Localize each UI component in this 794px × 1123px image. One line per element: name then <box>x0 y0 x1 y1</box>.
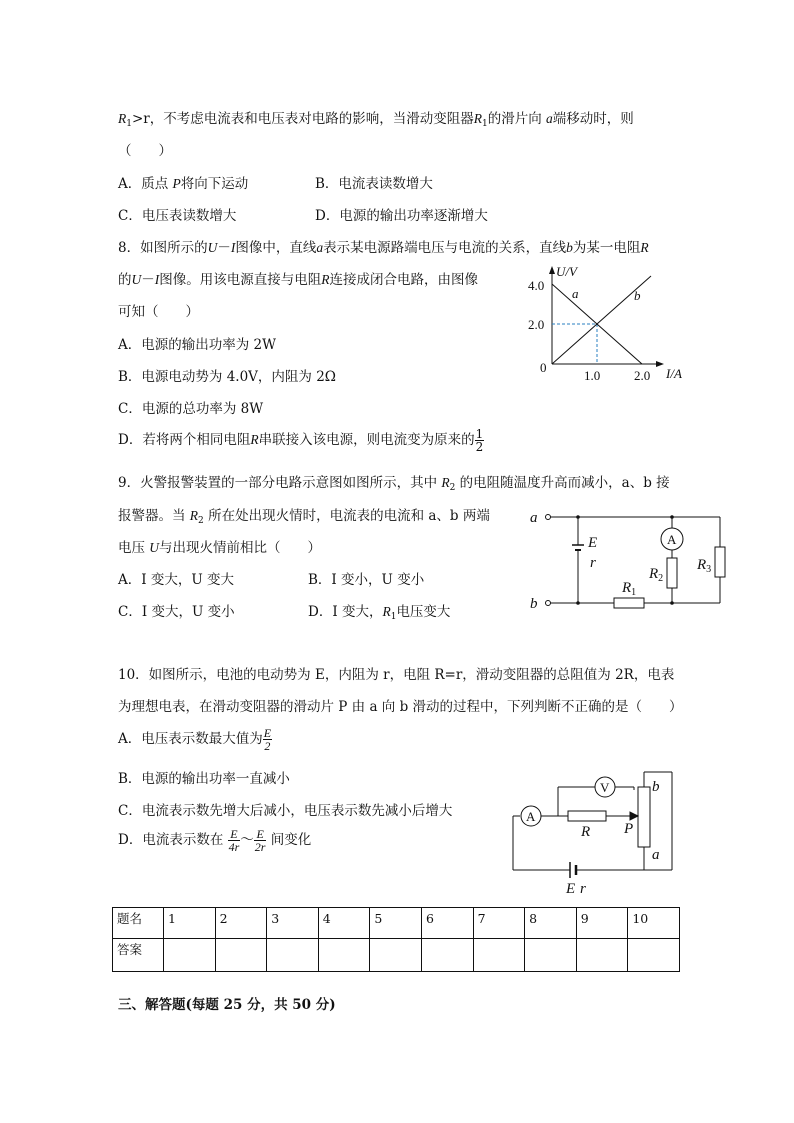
q8-option-b: B．电源电动势为 4.0V，内阻为 2Ω <box>118 369 337 385</box>
answer-cell[interactable] <box>267 939 319 972</box>
ammeter-icon: A <box>526 809 536 824</box>
table-cell: 9 <box>576 908 628 939</box>
q7-option-d: D．电源的输出功率逐渐增大 <box>315 208 488 224</box>
table-cell: 8 <box>525 908 577 939</box>
terminal-b-label: b <box>530 596 538 612</box>
x-tick-2: 2.0 <box>634 368 651 383</box>
internal-resistance-label: r <box>580 881 586 897</box>
y-tick-2: 2.0 <box>528 317 545 332</box>
fraction-one-half: $\frac{1}{2}$ <box>475 427 484 454</box>
table-row <box>113 939 680 972</box>
r2-label: $R_2$ <box>649 566 664 584</box>
r1-label: $R_1$ <box>622 580 637 598</box>
x-axis-label: I/A <box>666 366 682 381</box>
terminal-a-label: a <box>530 510 538 526</box>
y-tick-4: 4.0 <box>528 278 545 293</box>
answer-cell[interactable] <box>473 939 525 972</box>
answer-cell[interactable] <box>525 939 577 972</box>
q10-option-c: C．电流表示数先增大后减小，电压表示数先减小后增大 <box>118 803 453 819</box>
table-row <box>113 908 680 939</box>
answer-table <box>112 907 680 972</box>
q10-stem-line2: 为理想电表，在滑动变阻器的滑动片 P 由 a 向 b 滑动的过程中，下列判断不正确的是（ ） <box>118 699 683 715</box>
q8-option-c: C．电源的总功率为 8W <box>118 401 264 417</box>
q7-option-c: C．电压表读数增大 <box>118 208 237 224</box>
answer-cell[interactable] <box>164 939 216 972</box>
q10-option-d: D．电流表示数在 $\frac{E}{4r}$ ～ $\frac{E}{2r}$ 间变化 <box>118 827 312 854</box>
q9-stem-line1: 9．火警报警装置的一部分电路示意图如图所示，其中 $R_2$ 的电阻随温度升高而减小，a、b 接 <box>118 475 670 493</box>
voltmeter-icon: V <box>600 780 610 795</box>
fraction-e-over-4r: $\frac{E}{4r}$ <box>228 827 240 854</box>
q7-stem-line: $R_1>r$，不考虑电流表和电压表对电路的影响，当滑动变阻器$R_1$的滑片向 a端移动时，则 <box>118 111 634 129</box>
table-cell: 4 <box>318 908 370 939</box>
series-label-a: a <box>572 286 579 301</box>
y-axis-label: U/V <box>556 264 577 279</box>
q8-option-d: D．若将两个相同电阻R串联接入该电源，则电流变为原来的 $\frac{1}{2}$ <box>118 427 484 454</box>
q9-option-b: B．I 变小，U 变小 <box>308 572 425 588</box>
resistor-r-label: R <box>581 824 591 840</box>
q9-stem-line2: 报警器。当 $R_2$ 所在处出现火情时，电流表的电流和 a、b 两端 <box>118 508 490 526</box>
table-cell: 2 <box>215 908 267 939</box>
table-cell: 题名 <box>113 908 164 939</box>
internal-resistance-label: r <box>590 555 596 571</box>
section-heading: 三、解答题(每题 25 分，共 50 分) <box>118 997 336 1013</box>
origin-label: 0 <box>540 360 547 375</box>
q8-option-a: A．电源的输出功率为 2W <box>118 337 277 353</box>
x-tick-1: 1.0 <box>584 368 601 383</box>
series-label-b: b <box>634 288 641 303</box>
table-cell: 5 <box>370 908 422 939</box>
table-cell: 7 <box>473 908 525 939</box>
q10-option-a: A．电压表示数最大值为 $\frac{E}{2}$ <box>118 726 272 753</box>
ammeter-icon: A <box>667 532 677 547</box>
table-cell: 答案 <box>113 939 164 972</box>
fraction-e-over-2r: $\frac{E}{2r}$ <box>254 827 266 854</box>
q8-stem-line1: 8．如图所示的U－I图像中，直线a表示某电源路端电压与电流的关系，直线b为某一电阻R <box>118 240 649 256</box>
answer-cell[interactable] <box>421 939 473 972</box>
r3-label: $R_3$ <box>697 557 712 575</box>
q9-option-c: C．I 变大，U 变小 <box>118 604 235 620</box>
q10-option-b: B．电源的输出功率一直减小 <box>118 771 290 787</box>
q7-option-a: A．质点 P将向下运动 <box>118 176 249 192</box>
q7-answer-paren: （ ） <box>118 143 172 159</box>
end-b-label: b <box>652 779 660 795</box>
q8-stem-line3: 可知（ ） <box>118 304 199 320</box>
slider-p-label: P <box>624 821 634 837</box>
answer-cell[interactable] <box>628 939 680 972</box>
q8-stem-line2: 的U－I图像。用该电源直接与电阻R连接成闭合电路，由图像 <box>118 272 478 288</box>
q10-stem-line1: 10．如图所示，电池的电动势为 E，内阻为 r，电阻 R=r，滑动变阻器的总阻值为 2R，电表 <box>118 667 675 683</box>
table-cell: 6 <box>421 908 473 939</box>
emf-label: E <box>588 535 598 551</box>
q7-option-b: B．电流表读数增大 <box>315 176 433 192</box>
table-cell: 1 <box>164 908 216 939</box>
answer-cell[interactable] <box>215 939 267 972</box>
emf-label: E <box>566 881 576 897</box>
q9-option-a: A．I 变大，U 变大 <box>118 572 235 588</box>
q9-stem-line3: 电压 U与出现火情前相比（ ） <box>118 540 322 556</box>
q9-option-d: D．I 变大，$R_1$电压变大 <box>308 604 451 622</box>
fraction-e-over-2: $\frac{E}{2}$ <box>263 726 272 753</box>
table-cell: 10 <box>628 908 680 939</box>
answer-cell[interactable] <box>370 939 422 972</box>
table-cell: 3 <box>267 908 319 939</box>
answer-cell[interactable] <box>318 939 370 972</box>
end-a-label: a <box>652 847 660 863</box>
answer-cell[interactable] <box>576 939 628 972</box>
